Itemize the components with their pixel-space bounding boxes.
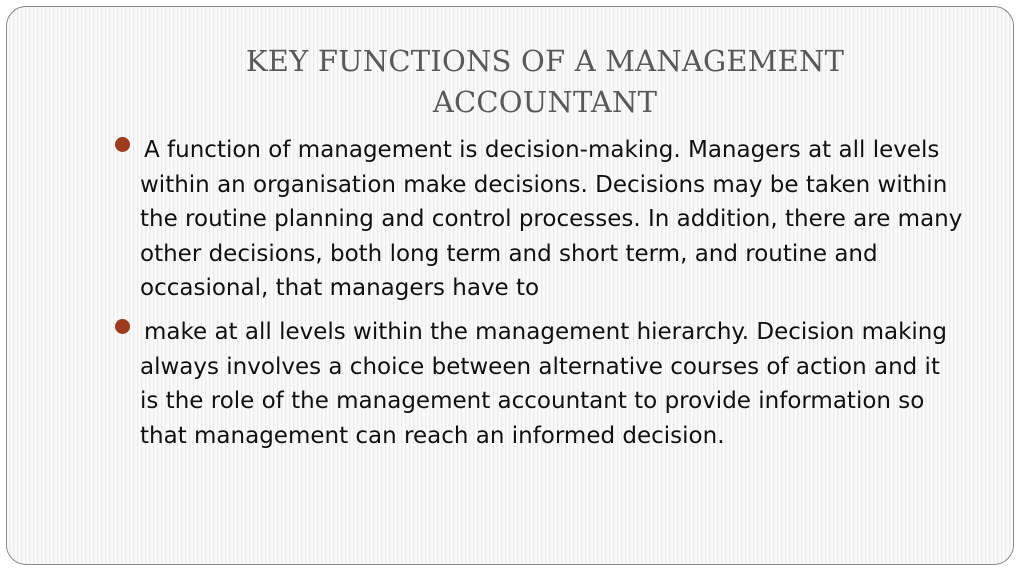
bullet-dot-icon: [115, 137, 130, 152]
slide-title-line-1: KEY FUNCTIONS OF A MANAGEMENT: [245, 44, 845, 78]
bullet-item: [115, 133, 965, 306]
bullet-text: make at all levels within the management hierarchy. Decision making always involves a choice between alternative courses of action and it is the role of the management accountant to provide information so that management can reach an informed decision.: [140, 319, 947, 449]
bullet-text: A function of management is decision-making. Managers at all levels within an organisation make decisions. Decisions may be taken within the routine planning and control processes. In addition, there are many other decisions, both long term and short term, and routine and occasional, that managers have to: [140, 137, 963, 301]
bullet-dot-icon: [115, 319, 130, 334]
bullet-item: [115, 315, 965, 453]
slide-frame: [6, 6, 1014, 565]
slide-title-line-2: ACCOUNTANT: [432, 85, 658, 119]
slide-title: [147, 41, 943, 123]
